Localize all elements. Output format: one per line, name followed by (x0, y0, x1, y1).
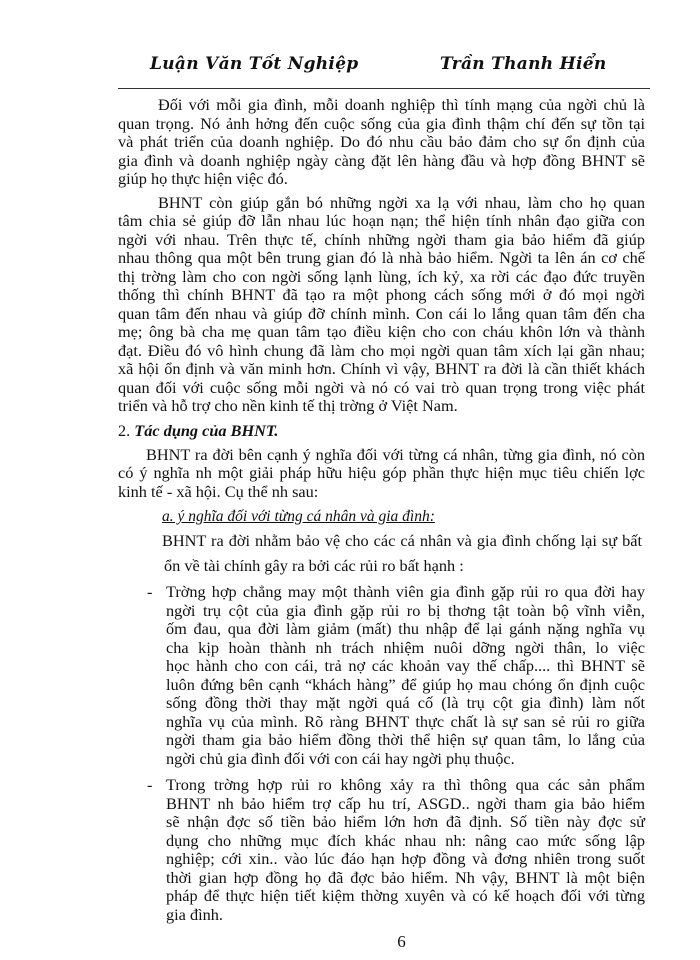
text-line: thống thì chính BHNT đã tạo ra một phong cách sống mới ở đó mọi ngời (118, 285, 645, 304)
intro (162, 532, 642, 575)
text-line: ngời với nhau. Trên thực tế, chính những ngời tham gia bảo hiểm đã giúp (118, 229, 645, 249)
text-line: nghĩa vụ của mình. Rõ ràng BHNT thực chất là sự san sẻ rủi ro giữa (166, 711, 645, 731)
section-heading (118, 421, 645, 441)
intro-line: BHNT ra đời nhằm bảo vệ cho các cá nhân và gia đình chống lại sự bất (162, 531, 642, 550)
text-line: ngời chủ gia đình đối với con cái hay ngời phụ thuộc. (166, 748, 515, 768)
bullet-item-1 (147, 582, 645, 768)
paragraph-3 (118, 446, 645, 502)
text-line: ngời trụ cột của gia đình gặp rủi ro bị thơng tật toàn bộ vĩnh viễn, (166, 600, 645, 620)
text-line: và phát triển của doanh nghiệp. Do đó nhu cầu bảo đảm cho sự ổn định của (118, 132, 645, 151)
text-line: cha kịp hoàn thành nh trách nhiệm nuôi dỡng ngời thân, lo việc (166, 637, 645, 657)
text-line: quan đối với cuộc sống mỗi ngời và nó có vai trò quan trọng trong việc phát (118, 377, 645, 397)
text-line: học hành cho con cái, trả nợ các khoản vay thế chấp.... thì BHNT sẽ (166, 656, 645, 675)
text-line: Trờng hợp chẳng may một thành viên gia đình gặp rủi ro qua đời hay (166, 582, 645, 601)
text-line: Trong trờng hợp rủi ro không xảy ra thì thông qua các sản phẩm (166, 775, 645, 794)
section-number: 2. (118, 420, 131, 440)
text-line: nghiệp; cới xin.. vào lúc đáo hạn hợp đồng và đơng nhiên trong suốt (166, 849, 645, 868)
text-line: Đối với mỗi gia đình, mỗi doanh nghiệp thì tính mạng của ngời chủ là (158, 95, 645, 114)
text-line: nhau thông qua một bên trung gian đó là nhà bảo hiểm. Ngời ta lên án cơ chế (118, 248, 645, 267)
paragraph-1 (118, 96, 645, 189)
subheading: a. ý nghĩa đối với từng cá nhân và gia đình: (162, 508, 435, 525)
text-line: BHNT nh bảo hiểm trợ cấp hu trí, ASGD.. ngời tham gia bảo hiểm (166, 793, 645, 813)
text-line: giúp họ thực hiện việc đó. (118, 169, 288, 188)
text-line: triển và hỗ trợ cho nền kinh tế thị trờng ở Việt Nam. (118, 396, 458, 415)
text-line: quan trọng. Nó ảnh hởng đến cuộc sống của gia đình thậm chí đến sự tồn tại (118, 113, 645, 133)
bullet-item-2 (147, 775, 645, 924)
text-line: mẹ; ông bà cha mẹ quan tâm tạo điều kiện cho con cháu khôn lớn và thành (118, 322, 645, 341)
text-line: BHNT ra đời bên cạnh ý nghĩa đối với từng cá nhân, từng gia đình, nó còn (146, 444, 645, 464)
bullet-marker: - (147, 775, 153, 794)
text-line: sẽ nhận đợc số tiền bảo hiểm lớn hơn đã định. Số tiền này đợc sử (166, 812, 645, 831)
text-line: ốm đau, qua đời làm giảm (mất) thu nhập để lại gánh nặng nghĩa vụ (166, 619, 645, 638)
text-line: dụng cho những mục đích khác nhau nh: nâng cao mức sống lập (166, 830, 645, 850)
text-line: luôn đứng bên cạnh “khách hàng” để giúp họ mau chóng ổn định cuộc (166, 674, 645, 694)
text-line: gia đình. (166, 904, 223, 924)
page-number: 6 (397, 932, 406, 951)
header-left-title: Luận Văn Tốt Nghiệp (150, 54, 359, 74)
section-title: Tác dụng của BHNT. (134, 420, 279, 440)
text-line: pháp để thực hiện tiết kiệm thờng xuyên và có kế hoạch đối với từng (166, 886, 645, 905)
text-line: tâm chia sẻ giúp đỡ lẫn nhau lúc hoạn nạn; thể hiện tính nhân đạo giữa con (118, 211, 645, 230)
bullet-marker: - (147, 582, 153, 601)
text-line: ngời tham gia bảo hiểm đồng thời thể hiện sự quan tâm, lo lắng của (166, 730, 645, 749)
text-line: kinh tế - xã hội. Cụ thể nh sau: (118, 481, 319, 501)
header-right-author: Trần Thanh Hiển (440, 54, 607, 74)
text-line: thời gian hợp đồng họ đã đợc bảo hiểm. Nh vậy, BHNT là một biện (166, 867, 645, 887)
text-line: có ý nghĩa nh một giải pháp hữu hiệu góp phần thực hiện mục tiêu chiến lợc (118, 463, 645, 482)
intro-line: ổn về tài chính gây ra bởi các rủi ro bất hạnh : (164, 555, 464, 575)
header-divider (118, 88, 650, 89)
text-line: quan tâm đến nhau và giúp đỡ chính mình. Con cái lo lắng quan tâm đến cha (118, 303, 645, 323)
text-line: BHNT còn giúp gắn bó những ngời xa lạ với nhau, làm cho họ quan (158, 192, 645, 212)
text-line: xã hội ổn định và văn minh hơn. Chính vì vậy, BHNT ra đời là cần thiết khách (118, 359, 645, 378)
text-line: sống đồng thời thay mặt ngời quá cố (là trụ cột gia đình) làm nốt (166, 693, 645, 712)
paragraph-2 (118, 194, 645, 416)
page-body (118, 96, 645, 952)
text-line: gia đình và doanh nghiệp ngày càng đặt lên hàng đầu và hợp đồng BHNT sẽ (118, 150, 645, 170)
text-line: đạt. Điều đó vô hình chung đã làm cho mọi ngời quan tâm xích lại gần nhau; (118, 340, 645, 360)
text-line: thị trờng làm cho con ngời sống lạnh lùng, ích kỷ, xa rời các đạo đức truyền (118, 266, 645, 286)
